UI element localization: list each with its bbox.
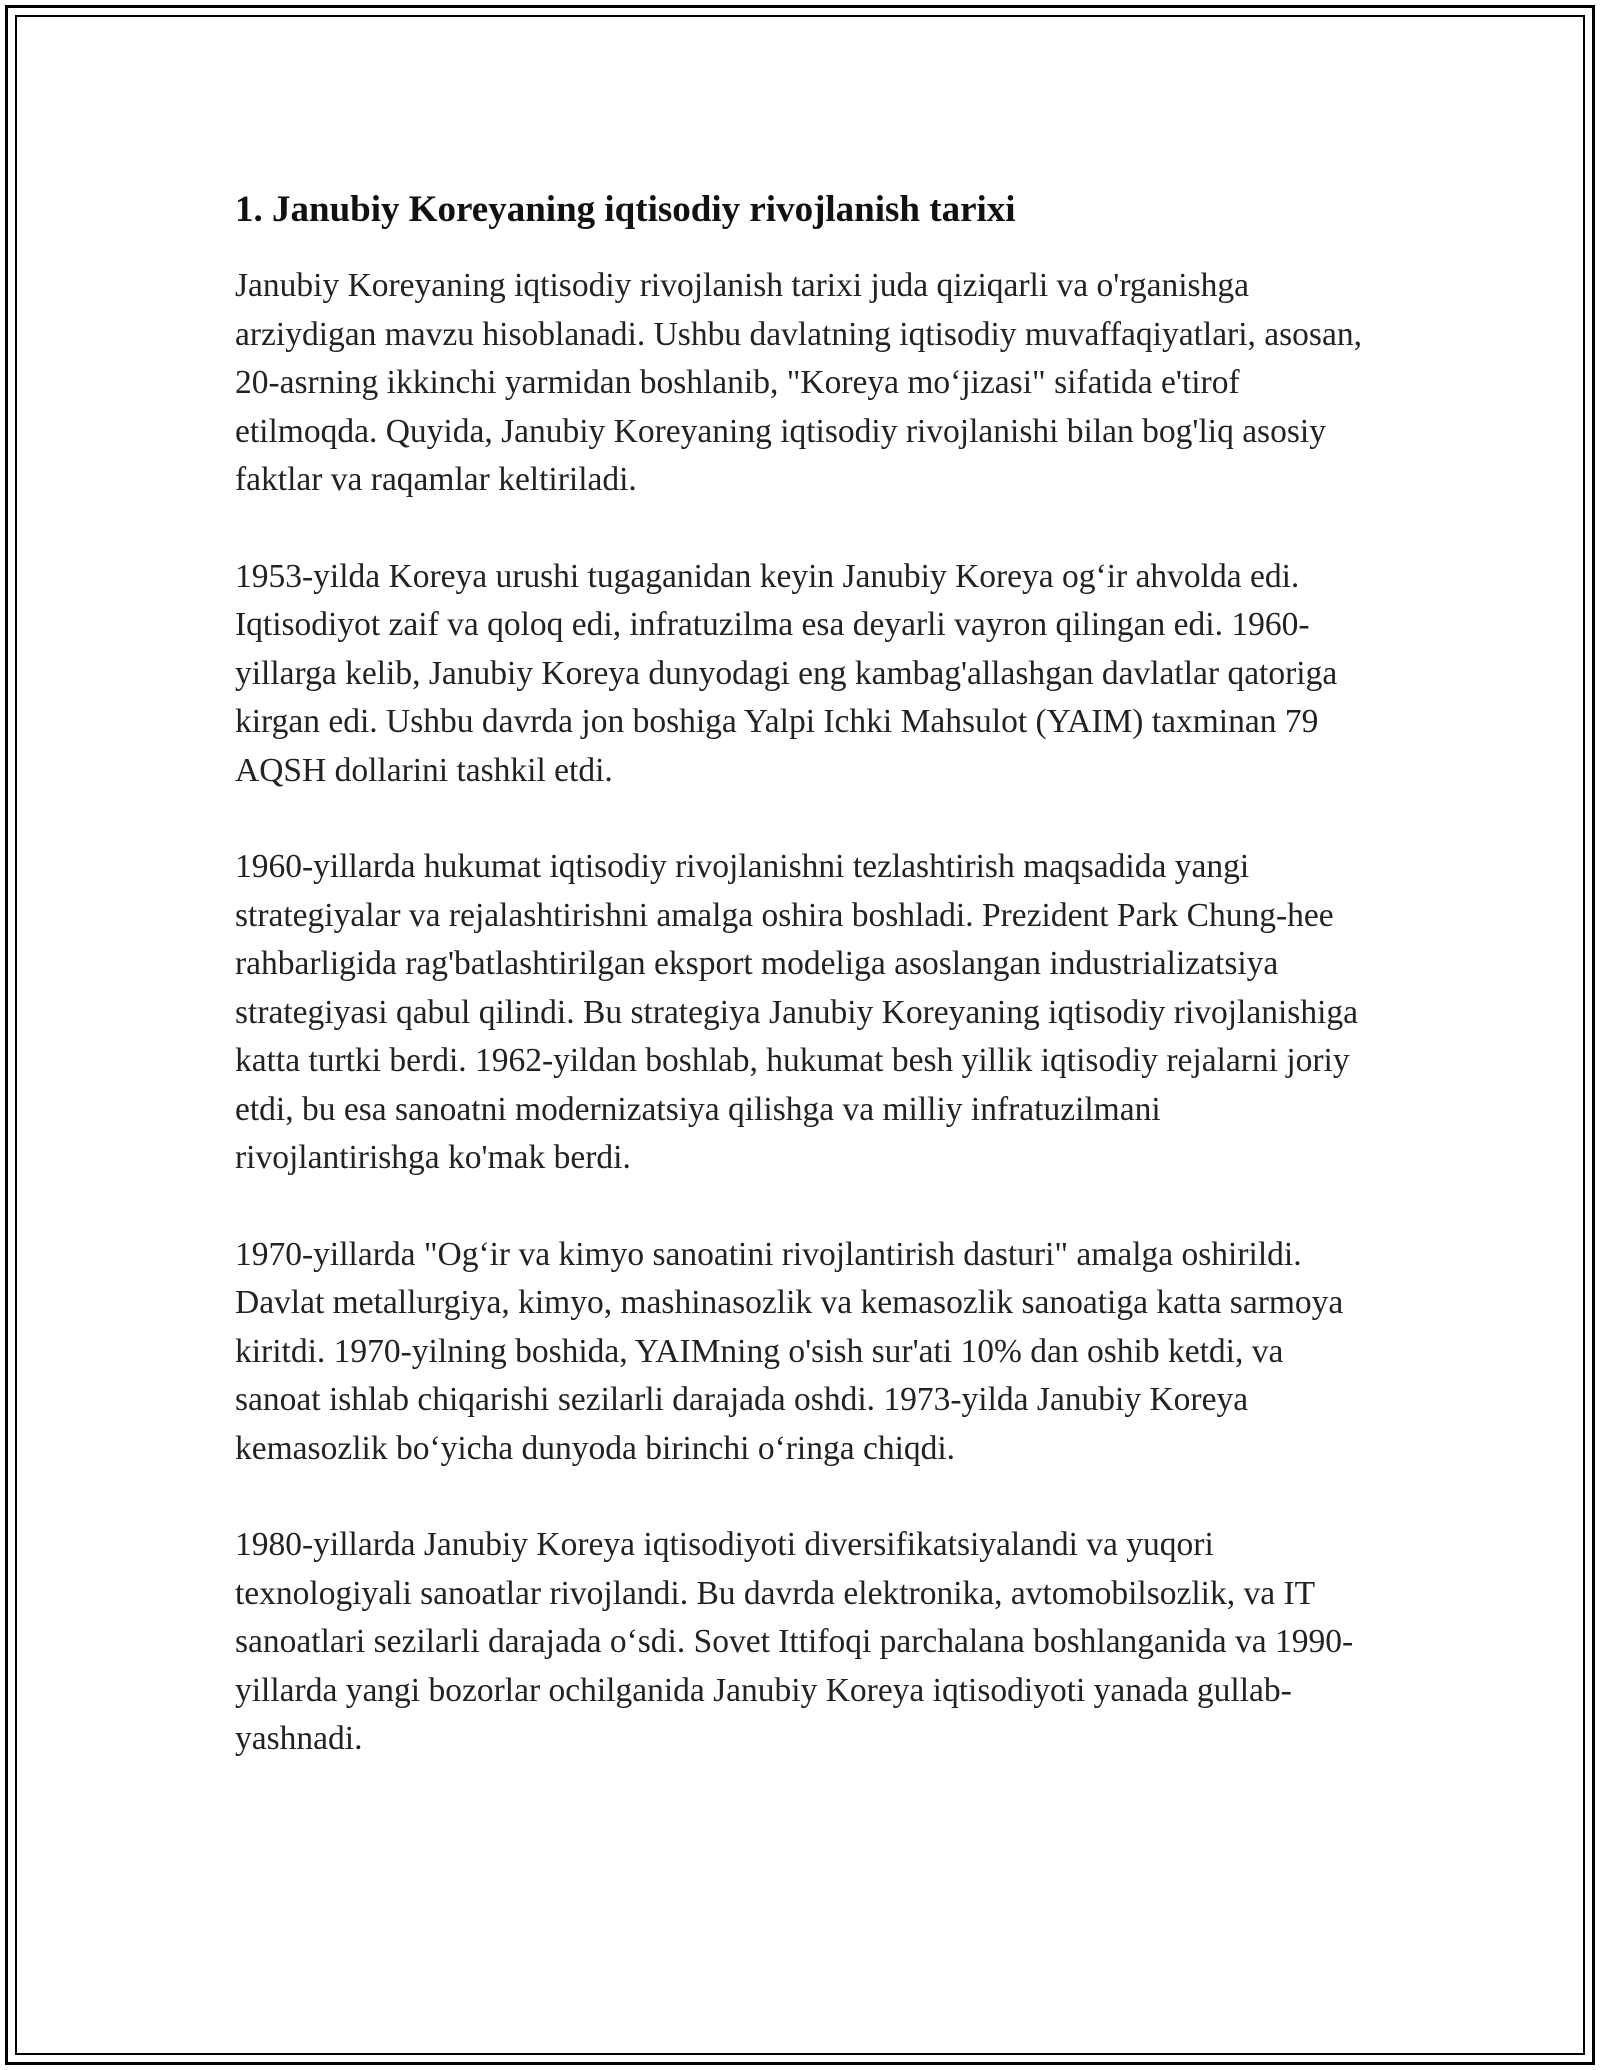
document-body [235,186,1365,1812]
paragraph-1960s: 1960-yillarda hukumat iqtisodiy rivojlanishni tezlashtirish maqsadida yangi strategiyalar va rejalashtirishni amalga oshira boshladi. Prezident Park Chung-hee rahbarligida rag'batlashtirilgan eksport modeliga asoslangan industrializatsiya strategiyasi qabul qilindi. Bu strategiya Janubiy Koreyaning iqtisodiy rivojlanishiga katta turtki berdi. 1962-yildan boshlab, hukumat besh yillik iqtisodiy rejalarni joriy etdi, bu esa sanoatni modernizatsiya qilishga va milliy infratuzilmani rivojlantirishga ko'mak berdi. [235,848,1359,1176]
paragraph-1980s: 1980-yillarda Janubiy Koreya iqtisodiyoti diversifikatsiyalandi va yuqori texnologiyali sanoatlar rivojlandi. Bu davrda elektronika, avtomobilsozlik, va IT sanoatlari sezilarli darajada o‘sdi. Sovet Ittifoqi parchalana boshlanganida va 1990-yillarda yangi bozorlar ochilganida Janubiy Koreya iqtisodiyoti yanada gullab-yashnadi. [235,1526,1354,1757]
paragraph-intro: Janubiy Koreyaning iqtisodiy rivojlanish tarixi juda qiziqarli va o'rganishga arziydigan mavzu hisoblanadi. Ushbu davlatning iqtisodiy muvaffaqiyatlari, asosan, 20-asrning ikkinchi yarmidan boshlanib, "Koreya mo‘jizasi" sifatida e'tirof etilmoqda. Quyida, Janubiy Koreyaning iqtisodiy rivojlanishi bilan bog'liq asosiy faktlar va raqamlar keltiriladi. [235,267,1362,498]
section-heading: 1. Janubiy Koreyaning iqtisodiy rivojlanish tarixi [235,189,1016,230]
paragraph-1953: 1953-yilda Koreya urushi tugaganidan keyin Janubiy Koreya og‘ir ahvolda edi. Iqtisodiyot zaif va qoloq edi, infratuzilma esa deyarli vayron qilingan edi. 1960-yillarga kelib, Janubiy Koreya dunyodagi eng kambag'allashgan davlatlar qatoriga kirgan edi. Ushbu davrda jon boshiga Yalpi Ichki Mahsulot (YAIM) taxminan 79 AQSH dollarini tashkil etdi. [235,557,1338,789]
paragraph-1970s: 1970-yillarda "Og‘ir va kimyo sanoatini rivojlantirish dasturi" amalga oshirildi. Davlat metallurgiya, kimyo, mashinasozlik va kemasozlik sanoatiga katta sarmoya kiritdi. 1970-yilning boshida, YAIMning o'sish sur'ati 10% dan oshib ketdi, va sanoat ishlab chiqarishi sezilarli darajada oshdi. 1973-yilda Janubiy Koreya kemasozlik bo‘yicha dunyoda birinchi o‘ringa chiqdi. [235,1235,1344,1467]
